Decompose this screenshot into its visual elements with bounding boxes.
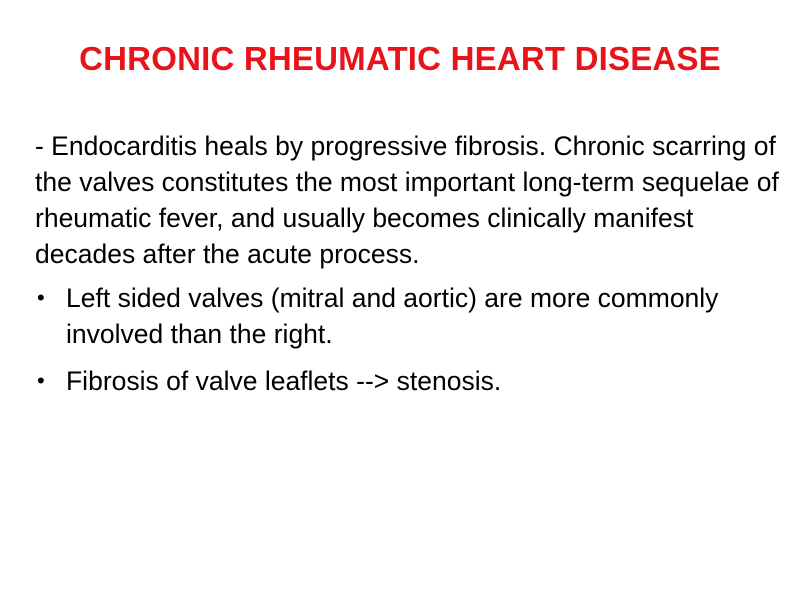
slide-title: CHRONIC RHEUMATIC HEART DISEASE [79, 40, 721, 77]
bullet-item [35, 280, 780, 352]
bullet-item [35, 363, 780, 399]
bullet-text: Left sided valves (mitral and aortic) are more commonly involved than the right. [66, 283, 719, 349]
slide-body [35, 128, 780, 410]
bullet-text: Fibrosis of valve leaflets --> stenosis. [66, 366, 502, 396]
intro-paragraph: - Endocarditis heals by progressive fibrosis. Chronic scarring of the valves constitutes the most important long-term sequelae of rheumatic fever, and usually becomes clinically manifest decades after the acute process. [35, 131, 779, 269]
bullet-icon: • [37, 368, 45, 393]
bullet-list [35, 280, 780, 399]
bullet-icon: • [37, 285, 45, 310]
